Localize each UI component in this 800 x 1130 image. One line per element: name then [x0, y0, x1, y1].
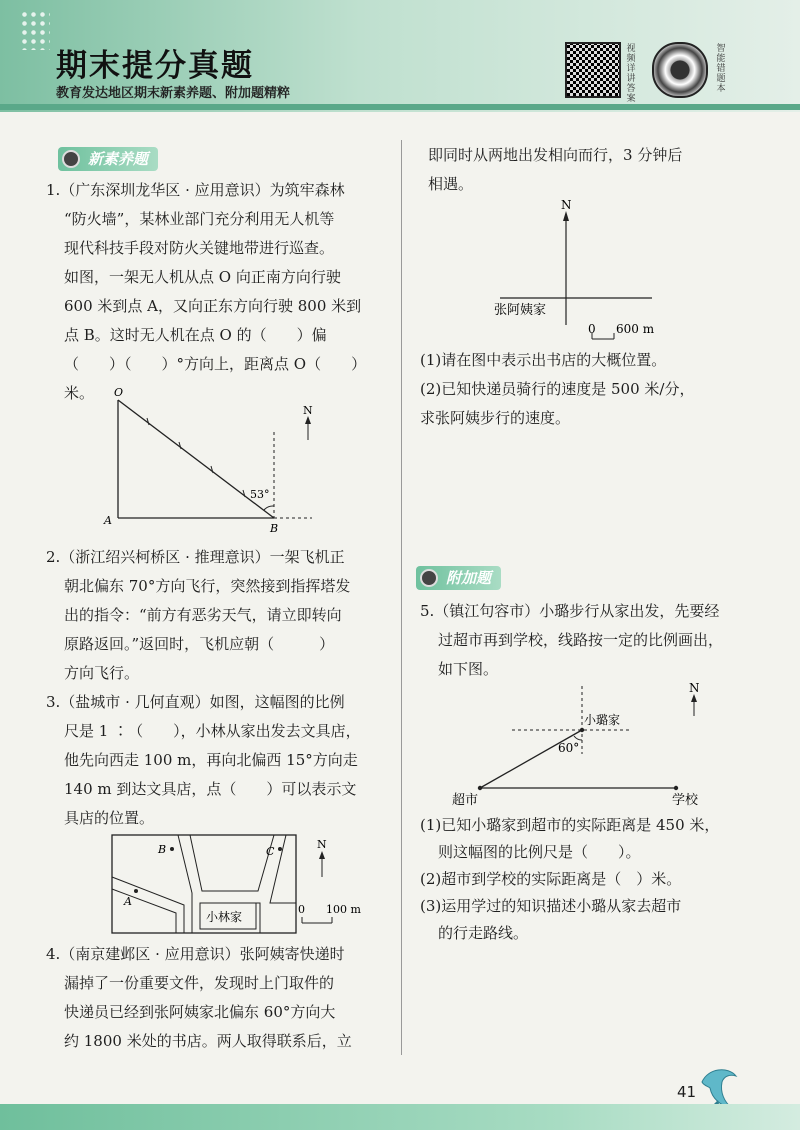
- q1-line: （ ）（ ）°方向上，距离点 O（ ）米。: [64, 355, 367, 402]
- q1-line: 点 B。这时无人机在点 O 的（ ）偏: [64, 326, 327, 344]
- medal-icon: [62, 150, 80, 168]
- q5-line: 5.（镇江句容市）小璐步行从家出发，先要经: [420, 602, 720, 620]
- q2-line: 2.（浙江绍兴柯桥区 · 推理意识）一架飞机正: [46, 548, 345, 566]
- q4-line: 4.（南京建邺区 · 应用意识）张阿姨寄快递时: [46, 945, 345, 963]
- q1-figure: [100, 382, 330, 532]
- q4-scale-length: 600 m: [616, 322, 655, 336]
- q5-north-label: N: [689, 681, 700, 695]
- q5-sub-line: 则这幅图的比例尺是（ ）。: [438, 843, 641, 861]
- question-5: [420, 597, 780, 684]
- q5-line: 过超市再到学校，线路按一定的比例画出，: [438, 631, 724, 649]
- question-4: [46, 940, 391, 1056]
- page-subtitle: 教育发达地区期末新素养题、附加题精粹: [56, 86, 291, 101]
- decorative-dots: [20, 10, 50, 50]
- q4-line: 漏掉了一份重要文件，发现时上门取件的: [64, 974, 335, 992]
- question-2: [46, 543, 391, 688]
- qr-video-label: 视频详讲答案: [626, 44, 636, 104]
- q1-line: 现代科技手段对防火关键地带进行巡查。: [64, 239, 335, 257]
- q3-point-a: A: [124, 895, 132, 908]
- q2-line: 出的指令：“前方有恶劣天气，请立即转向: [64, 606, 342, 624]
- q5-sub-line: (3)运用学过的知识描述小璐从家去超市: [420, 897, 682, 915]
- page-title: 期末提分真题: [56, 48, 254, 84]
- q5-school-label: 学校: [672, 793, 699, 808]
- q3-figure: [110, 833, 380, 938]
- page-header: [0, 0, 800, 112]
- q4-line: 快递员已经到张阿姨家北偏东 60°方向大: [64, 1003, 336, 1021]
- q4-sub-line: (2)已知快递员骑行的速度是 500 米/分，: [420, 380, 695, 398]
- q1-angle-label: 53°: [250, 488, 270, 501]
- q3-line: 140 m 到达文具店，点（ ）可以表示文: [64, 780, 357, 798]
- q3-point-b: B: [158, 843, 167, 856]
- q1-north-label: N: [303, 404, 313, 417]
- header-stripe: [0, 104, 800, 110]
- q5-sub-line: (1)已知小璐家到超市的实际距离是 450 米，: [420, 816, 720, 834]
- column-divider: [401, 140, 402, 1055]
- question-3: [46, 688, 391, 833]
- q2-line: 方向飞行。: [64, 664, 140, 682]
- q1-line: 1.（广东深圳龙华区 · 应用意识）为筑牢森林: [46, 181, 345, 199]
- section-tag-new-literacy: [58, 147, 158, 171]
- section-tag-bonus: [416, 566, 501, 590]
- q1-line: 600 米到点 A，又向正东方向行驶 800 米到: [64, 297, 362, 315]
- page-number: 41: [677, 1083, 697, 1101]
- q1-line: 如图，一架无人机从点 O 向正南方向行驶: [64, 268, 341, 286]
- question-1: [46, 176, 391, 408]
- q1-line: “防火墙”，某林业部门充分利用无人机等: [64, 210, 335, 228]
- q4-scale-zero: 0: [588, 322, 596, 336]
- q4-figure: [490, 195, 690, 345]
- q3-home-label: 小林家: [206, 910, 243, 924]
- q4-cont-line: 即同时从两地出发相向而行，3 分钟后: [428, 146, 683, 164]
- qr-mistakes-label: 智能错题本: [716, 44, 726, 94]
- qr-code-video-icon[interactable]: [565, 42, 621, 98]
- q4-north-label: N: [561, 198, 572, 212]
- question-5-subparts: [420, 812, 780, 947]
- q1-point-a: A: [104, 514, 112, 527]
- q3-line: 3.（盐城市 · 几何直观）如图，这幅图的比例: [46, 693, 345, 711]
- q2-line: 原路返回。”返回时，飞机应朝（ ）: [64, 635, 335, 653]
- q5-market-label: 超市: [452, 793, 479, 808]
- q4-sub-line: (1)请在图中表示出书店的大概位置。: [420, 351, 667, 369]
- q3-line: 他先向西走 100 m，再向北偏西 15°方向走: [64, 751, 358, 769]
- section-label: 附加题: [446, 569, 492, 587]
- q4-home-label: 张阿姨家: [494, 303, 547, 318]
- q4-sub-line: 求张阿姨步行的速度。: [420, 409, 571, 427]
- q1-point-o: O: [114, 386, 124, 399]
- q4-line: 约 1800 米处的书店。两人取得联系后，立: [64, 1032, 352, 1050]
- q3-line: 具店的位置。: [64, 809, 155, 827]
- q3-north-label: N: [317, 838, 327, 851]
- question-4-subparts: [420, 346, 780, 433]
- q3-point-c: C: [266, 845, 275, 858]
- q5-sub-line: 的行走路线。: [438, 924, 529, 942]
- q5-angle-label: 60°: [558, 741, 580, 755]
- section-label: 新素养题: [88, 150, 149, 168]
- medal-icon: [420, 569, 438, 587]
- q5-figure: [440, 678, 730, 812]
- q5-sub-line: (2)超市到学校的实际距离是（ ）米。: [420, 870, 682, 888]
- q3-line: 尺是 1 ∶（ ），小林从家出发去文具店，: [64, 722, 361, 740]
- qr-code-mistakes-icon[interactable]: [652, 42, 708, 98]
- q3-scale-length: 100 m: [326, 903, 361, 916]
- q3-scale-zero: 0: [298, 903, 305, 916]
- page-footer: [0, 1104, 800, 1130]
- q1-point-b: B: [270, 522, 279, 532]
- q2-line: 朝北偏东 70°方向飞行，突然接到指挥塔发: [64, 577, 351, 595]
- q5-home-label: 小璐家: [584, 713, 621, 727]
- q4-cont-line: 相遇。: [428, 175, 474, 193]
- q5-line: 如下图。: [438, 660, 499, 678]
- question-4-continued: [420, 141, 780, 199]
